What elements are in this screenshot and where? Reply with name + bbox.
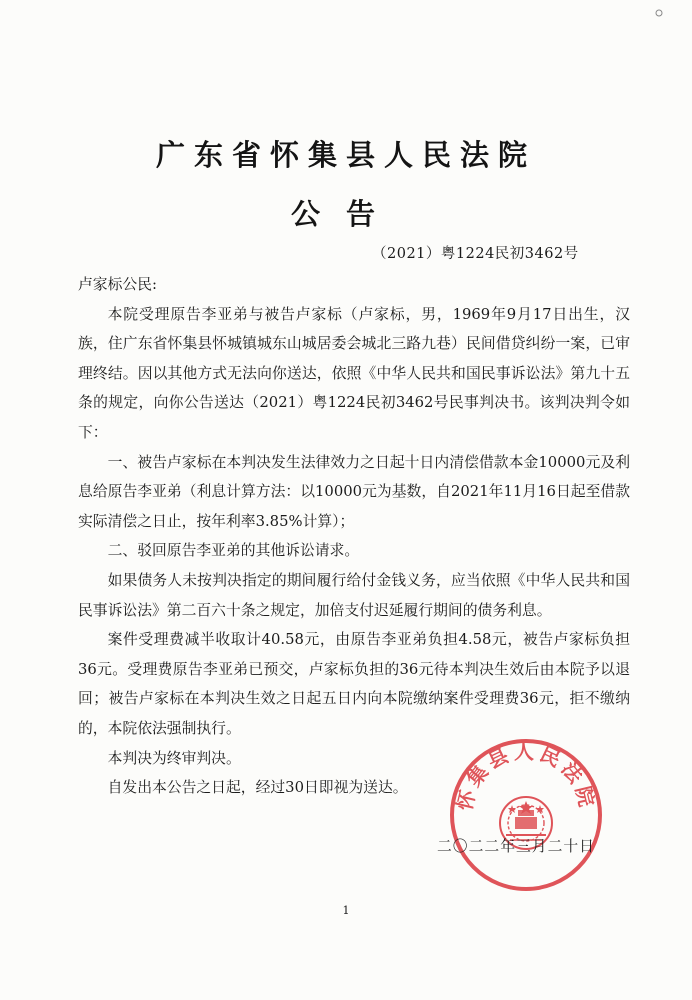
page-number: 1 [342, 904, 350, 917]
corner-mark-icon [652, 6, 666, 20]
paragraph-judgment-item-2: 二、驳回原告李亚弟的其他诉讼请求。 [107, 542, 360, 560]
paragraph-case-intro: 本院受理原告李亚弟与被告卢家标（卢家标，男，1969年9月17日出生，汉族，住广东省怀集县怀城镇城东山城居委会城北三路九巷）民间借贷纠纷一案，已审理终结。因以其他方式无法向你送达，依照《中华人民共和国民事诉讼法》第九十五条的规定，向你公告送达（2021）粤1224民初3462号民事判决书。该判决判令如下： [78, 305, 630, 441]
svg-text:怀集县人民法院: 怀集县人民法院 [452, 739, 600, 813]
salutation: 卢家标公民: [78, 276, 157, 293]
case-number: （2021）粤1224民初3462号 [372, 246, 579, 262]
notice-body [78, 270, 630, 803]
issue-date: 二〇二二年三月二十日 [437, 838, 595, 855]
paragraph-delay-interest: 如果债务人未按判决指定的期间履行给付金钱义务，应当依照《中华人民共和国民事诉讼法》第二百六十条之规定，加倍支付迟延履行期间的债务利息。 [78, 571, 630, 619]
paragraph-service-effective: 自发出本公告之日起，经过30日即视为送达。 [107, 779, 408, 797]
paragraph-court-fees: 案件受理费减半收取计40.58元，由原告李亚弟负担4.58元，被告卢家标负担36元。受理费原告李亚弟已预交，卢家标负担的36元待本判决生效后由本院予以退回；被告卢家标在本判决生效之日起五日内向本院缴纳案件受理费36元，拒不缴纳的，本院依法强制执行。 [78, 631, 630, 737]
court-seal-icon [446, 735, 606, 895]
document-type-title: 公告 [290, 197, 401, 231]
court-title: 广东省怀集县人民法院 [155, 138, 536, 172]
paragraph-judgment-item-1: 一、被告卢家标在本判决发生法律效力之日起十日内清偿借款本金10000元及利息给原告李亚弟（利息计算方法：以10000元为基数，自2021年11月16日起至借款实际清偿之日止，按年利率3.85%计算）； [78, 453, 630, 530]
paragraph-final-judgment: 本判决为终审判决。 [107, 749, 241, 767]
